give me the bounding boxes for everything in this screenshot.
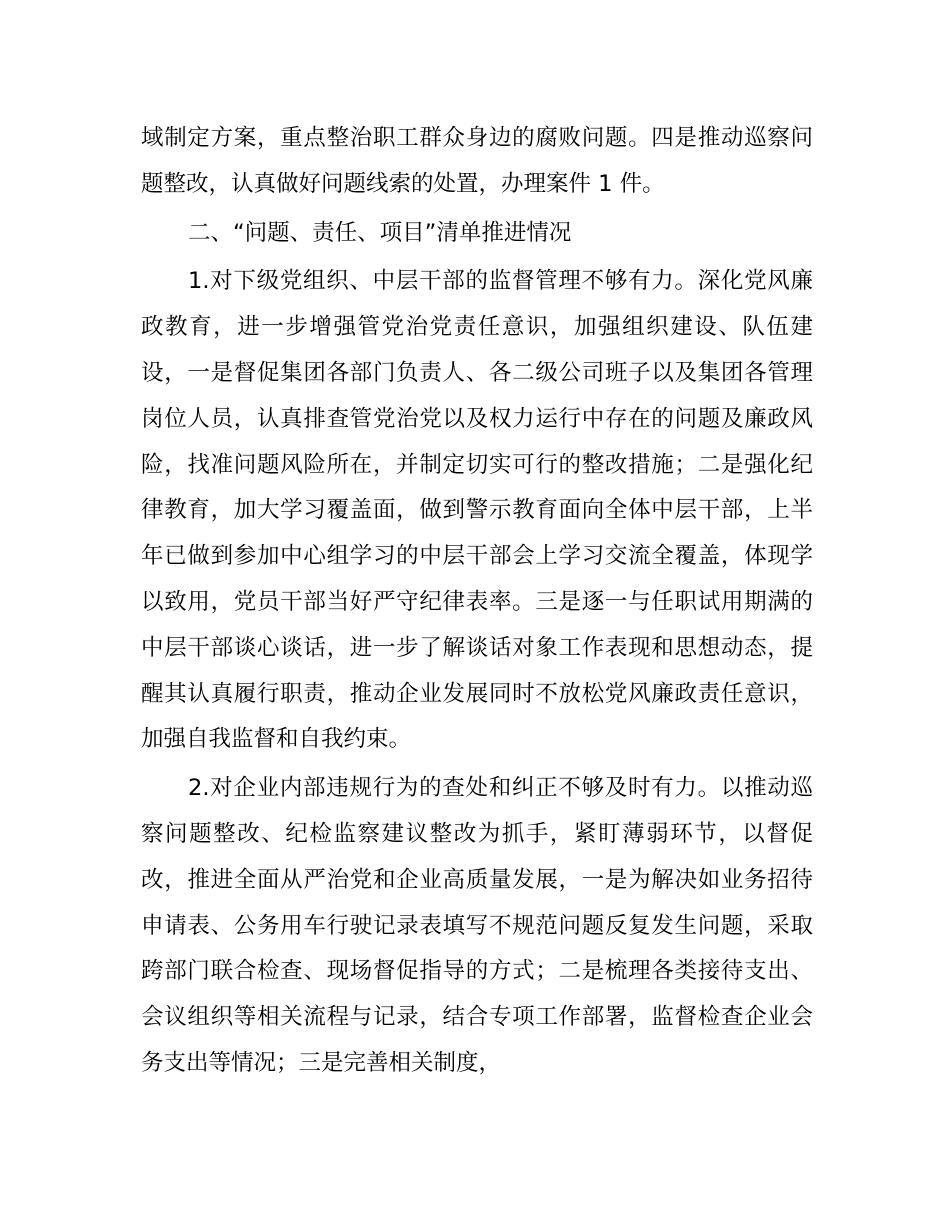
paragraph-item-2: 2.对企业内部违规行为的查处和纠正不够及时有力。以推动巡察问题整改、纪检监察建议整改为抓手，紧盯薄弱环节，以督促改，推进全面从严治党和企业高质量发展，一是为解决如业务招待申请表、公务用车行驶记录表填写不规范问题反复发生问题，采取跨部门联合检查、现场督促指导的方式；二是梳理各类接待支出、会议组织等相关流程与记录，结合专项工作部署，监督检查企业会务支出等情况；三是完善相关制度， bbox=[141, 775, 813, 1076]
section-heading: 二、“问题、责任、项目”清单推进情况 bbox=[188, 219, 572, 246]
paragraph-continuation: 域制定方案，重点整治职工群众身边的腐败问题。四是推动巡察问题整改，认真做好问题线索的处置，办理案件 1 件。 bbox=[141, 125, 813, 197]
document-body bbox=[141, 116, 813, 1087]
paragraph-item-1: 1.对下级党组织、中层干部的监督管理不够有力。深化党风廉政教育，进一步增强管党治党责任意识，加强组织建设、队伍建设，一是督促集团各部门负责人、各二级公司班子以及集团各管理岗位人员，认真排查管党治党以及权力运行中存在的问题及廉政风险，找准问题风险所在，并制定切实可行的整改措施；二是强化纪律教育，加大学习覆盖面，做到警示教育面向全体中层干部，上半年已做到参加中心组学习的中层干部会上学习交流全覆盖，体现学以致用，党员干部当好严守纪律表率。三是逐一与任职试用期满的中层干部谈心谈话，进一步了解谈话对象工作表现和思想动态，提醒其认真履行职责，推动企业发展同时不放松党风廉政责任意识，加强自我监督和自我约束。 bbox=[141, 268, 813, 753]
